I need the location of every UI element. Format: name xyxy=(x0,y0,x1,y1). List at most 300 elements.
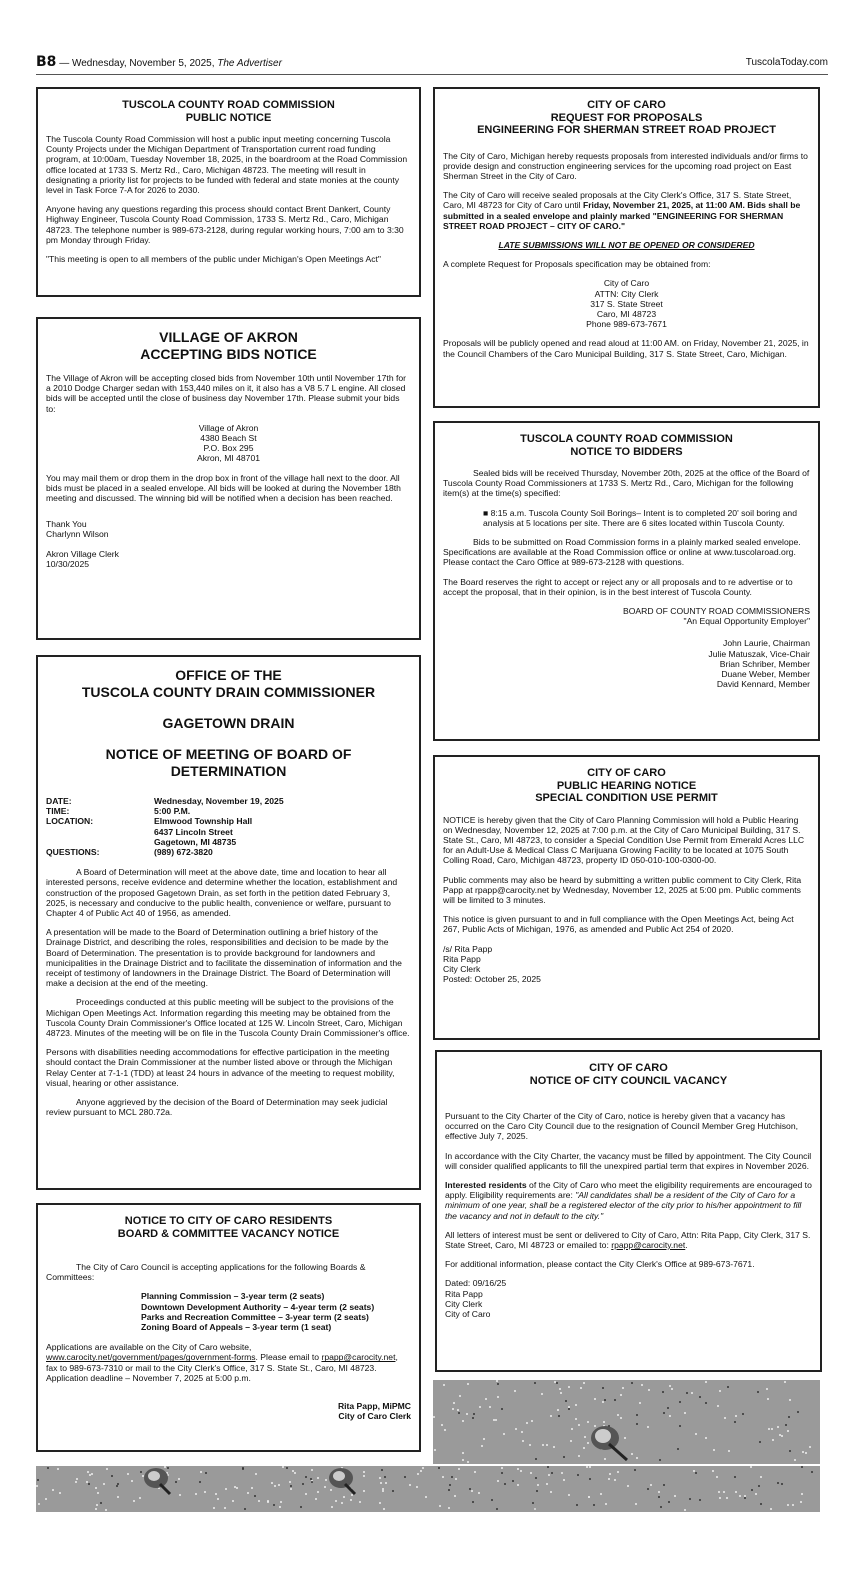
notice-paragraph: A presentation will be made to the Board of Determination outlining a brief history of the Drainage District, and describing the roles, responsibilities and decision to be made by the Board of Determination. The presentation is to provide background for landowners and municipalities in the Drainage District and to facilitate the dissemination of information and the receipt of testimony of landowners in the Drainage District. The Board of Determination will make a decision at the end of the meeting. xyxy=(46,927,402,989)
speckle xyxy=(622,1387,624,1389)
speckle xyxy=(471,1490,473,1492)
speckle xyxy=(755,1493,757,1495)
speckle xyxy=(713,1449,715,1451)
speckle xyxy=(811,1471,813,1473)
speckle xyxy=(495,1419,497,1421)
speckle xyxy=(199,1481,201,1483)
speckle xyxy=(483,1438,485,1440)
notice-title: CITY OF CARO PUBLIC HEARING NOTICE SPECIAL CONDITION USE PERMIT xyxy=(535,767,718,804)
speckle xyxy=(600,1493,602,1495)
speckle xyxy=(454,1495,456,1497)
speckle xyxy=(553,1446,555,1448)
speckle xyxy=(604,1399,606,1401)
drain-commissioner-notice xyxy=(36,655,421,1190)
speckle xyxy=(535,1477,537,1479)
notice-paragraph: You may mail them or drop them in the drop box in front of the village hall next to the door. All bids must be placed in a sealed envelope. All bids will be looked at during the November 18th meeting and discussed. The winning bid will be notified when a decision has been reached. xyxy=(46,472,401,504)
speckle xyxy=(380,1482,382,1484)
speckle xyxy=(417,1473,419,1475)
speckle xyxy=(497,1396,499,1398)
notice-paragraph: Sealed bids will be received Thursday, November 20th, 2025 at the office of the Board of Tuscola County Road Commissioners at 1733 S. Mertz Rd., Caro, Michigan for the following item(s) at the time(s) specified: xyxy=(443,468,810,499)
speckle xyxy=(282,1466,284,1468)
speckle xyxy=(750,1466,752,1468)
header-paper: The Advertiser xyxy=(217,58,282,69)
road-commission-public-notice xyxy=(36,87,421,297)
speckle xyxy=(602,1401,604,1403)
speckle xyxy=(617,1414,619,1416)
speckle xyxy=(636,1457,638,1459)
speckle xyxy=(278,1484,280,1486)
speckle xyxy=(792,1504,794,1506)
speckle xyxy=(501,1467,503,1469)
speckle xyxy=(305,1476,307,1478)
speckle xyxy=(530,1472,532,1474)
speckle xyxy=(768,1428,770,1430)
speckle xyxy=(727,1386,729,1388)
header-dateline xyxy=(36,54,282,70)
speckle xyxy=(251,1487,253,1489)
speckle xyxy=(609,1473,611,1475)
speckle xyxy=(95,1508,97,1510)
notice-paragraph: Anyone aggrieved by the decision of the Board of Determination may seek judicial review pursuant to MCL 280.72a. xyxy=(46,1097,388,1118)
speckle xyxy=(449,1484,451,1486)
speckle xyxy=(735,1491,737,1493)
speckle xyxy=(485,1398,487,1400)
notice-paragraph: NOTICE is hereby given that the City of Caro Planning Commission will hold a Public Hearing on Wednesday, November 12, 2025 at 7:00 p.m. at the City of Caro Municipal Building, 317 S. State St., Caro, MI 48723, to consider a Special Condition Use Permit from Emerald Acres LLC for an Adult-Use & Medical Class C Marijuana Growing Facility to be located at 1075 South Colling Road, Caro, Michigan 48723, property ID 050-010-100-0300-00. xyxy=(443,814,805,866)
speckle xyxy=(663,1412,665,1414)
speckle xyxy=(647,1426,649,1428)
speckle xyxy=(797,1411,799,1413)
signature-block: Akron Village Clerk 10/30/2025 xyxy=(46,548,119,569)
speckle xyxy=(563,1479,565,1481)
speckle xyxy=(580,1387,582,1389)
speckle xyxy=(97,1492,99,1494)
speckle xyxy=(576,1504,578,1506)
speckle xyxy=(667,1407,669,1409)
notice-paragraph: "This meeting is open to all members of the public under Michigan's Open Meetings Act" xyxy=(46,254,381,265)
speckle xyxy=(735,1415,737,1417)
speckle xyxy=(705,1437,707,1439)
speckle xyxy=(541,1393,543,1395)
speckle xyxy=(560,1392,562,1394)
speckle xyxy=(59,1492,61,1494)
speckle xyxy=(805,1452,807,1454)
speckle xyxy=(317,1477,319,1479)
speckle xyxy=(311,1469,313,1471)
speckle xyxy=(547,1466,549,1468)
notice-paragraph: The City of Caro Council is accepting applications for the following Boards & Committees: xyxy=(46,1262,366,1283)
thumbtack-icon xyxy=(321,1466,361,1496)
speckle xyxy=(686,1392,688,1394)
speckle xyxy=(717,1405,719,1407)
speckle xyxy=(317,1491,319,1493)
speckle xyxy=(679,1401,681,1403)
speckle xyxy=(242,1467,244,1469)
speckle xyxy=(462,1420,464,1422)
filler-artwork-bottom xyxy=(36,1466,820,1512)
speckle xyxy=(568,1386,570,1388)
speckle xyxy=(660,1506,662,1508)
speckle xyxy=(95,1487,97,1489)
speckle xyxy=(800,1501,802,1503)
late-submissions: LATE SUBMISSIONS WILL NOT BE OPENED OR CONSIDERED xyxy=(498,239,755,250)
speckle xyxy=(648,1389,650,1391)
speckle xyxy=(550,1491,552,1493)
speckle xyxy=(557,1409,559,1411)
speckle xyxy=(433,1416,435,1418)
speckle xyxy=(474,1471,476,1473)
speckle xyxy=(726,1497,728,1499)
speckle xyxy=(563,1456,565,1458)
speckle xyxy=(501,1472,503,1474)
speckle xyxy=(602,1387,604,1389)
speckle xyxy=(363,1471,365,1473)
speckle xyxy=(200,1471,202,1473)
speckle xyxy=(758,1485,760,1487)
speckle xyxy=(103,1483,105,1485)
speckle xyxy=(777,1426,779,1428)
speckle xyxy=(809,1446,811,1448)
speckle xyxy=(87,1471,89,1473)
speckle xyxy=(716,1476,718,1478)
speckle xyxy=(588,1496,590,1498)
speckle xyxy=(466,1413,468,1415)
speckle xyxy=(451,1476,453,1478)
speckle xyxy=(550,1415,552,1417)
speckle xyxy=(497,1480,499,1482)
speckle xyxy=(232,1500,234,1502)
speckle xyxy=(620,1394,622,1396)
speckle xyxy=(526,1422,528,1424)
speckle xyxy=(215,1493,217,1495)
speckle xyxy=(542,1444,544,1446)
speckle xyxy=(379,1477,381,1479)
thumbtack-icon xyxy=(583,1418,633,1464)
speckle xyxy=(467,1383,469,1385)
speckle xyxy=(558,1415,560,1417)
speckle xyxy=(760,1503,762,1505)
notice-paragraph: All letters of interest must be sent or delivered to City of Caro, Attn: Rita Papp, City Clerk, 317 S. State Street, Caro, MI 48723 or emailed to: rpapp@carocity.net. xyxy=(445,1229,811,1251)
speckle xyxy=(551,1472,553,1474)
speckle xyxy=(546,1444,548,1446)
speckle xyxy=(532,1502,534,1504)
page-header xyxy=(36,54,828,75)
speckle xyxy=(294,1472,296,1474)
speckle xyxy=(422,1467,424,1469)
speckle xyxy=(280,1501,282,1503)
speckle xyxy=(583,1382,585,1384)
speckle xyxy=(679,1425,681,1427)
speckle xyxy=(636,1423,638,1425)
speckle xyxy=(759,1441,761,1443)
speckle xyxy=(684,1412,686,1414)
notice-paragraph: For additional information, please contact the City Clerk's Office at 989-673-7671. xyxy=(445,1259,755,1270)
mailing-address: Village of Akron 4380 Beach St P.O. Box 295 Akron, MI 48701 xyxy=(196,422,261,464)
speckle xyxy=(472,1417,474,1419)
speckle xyxy=(247,1492,249,1494)
speckle xyxy=(457,1409,459,1411)
speckle xyxy=(522,1440,524,1442)
notice-paragraph: The Tuscola County Road Commission will host a public input meeting concerning Tuscola County Projects under the Michigan Department of Transportation current road funding program, at 10:00am, Tuesday November 18, 2025, in the boardroom at the Road Commission office located at 1733 S. Mertz Rd., Caro, Michigan 48723. The meeting will result in designating a priority list for projects to be funded with federal and state monies at the county level in Task Force 7-A for 2026 to 2030. xyxy=(46,134,408,196)
speckle xyxy=(496,1380,498,1382)
speckle xyxy=(404,1476,406,1478)
email-link[interactable]: rpapp@carocity.net xyxy=(611,1240,686,1251)
notice-to-bidders xyxy=(433,421,820,741)
speckle xyxy=(383,1508,385,1510)
speckle xyxy=(38,1503,40,1505)
speckle xyxy=(559,1388,561,1390)
speckle xyxy=(719,1497,721,1499)
speckle xyxy=(561,1472,563,1474)
signature-block: Rita Papp, MiPMC City of Caro Clerk xyxy=(337,1401,411,1422)
speckle xyxy=(577,1474,579,1476)
speckle xyxy=(96,1504,98,1506)
forms-link[interactable]: www.carocity.net/government/pages/government-forms xyxy=(46,1352,256,1363)
speckle xyxy=(724,1417,726,1419)
speckle xyxy=(514,1390,516,1392)
speckle xyxy=(225,1488,227,1490)
speckle xyxy=(89,1474,91,1476)
speckle xyxy=(801,1466,803,1468)
speckle xyxy=(462,1452,464,1454)
speckle xyxy=(556,1382,558,1384)
speckle xyxy=(178,1478,180,1480)
speckle xyxy=(258,1500,260,1502)
speckle xyxy=(531,1420,533,1422)
speckle xyxy=(802,1451,804,1453)
speckle xyxy=(760,1476,762,1478)
header-date: — Wednesday, November 5, 2025, xyxy=(59,58,215,69)
speckle xyxy=(392,1490,394,1492)
speckle xyxy=(86,1481,88,1483)
speckle xyxy=(705,1381,707,1383)
speckle xyxy=(289,1481,291,1483)
notice-paragraph: Applications are available on the City of Caro website, www.carocity.net/government/pages/government-forms. Please email to rpapp@carocity.net, fax to 989-673-7310 or mail to the City Clerk's Office, 317 S. State St., Caro, MI 48723. Application deadline – November 7, 2025 at 5:00 p.m. xyxy=(46,1342,398,1383)
speckle xyxy=(631,1382,633,1384)
speckle xyxy=(311,1481,313,1483)
speckle xyxy=(639,1402,641,1404)
speckle xyxy=(512,1480,514,1482)
speckle xyxy=(757,1391,759,1393)
speckle xyxy=(712,1470,714,1472)
speckle xyxy=(409,1484,411,1486)
speckle xyxy=(76,1478,78,1480)
speckle xyxy=(723,1491,725,1493)
speckle xyxy=(705,1402,707,1404)
boards-list: Planning Commission – 3-year term (2 seats) Downtown Development Authority – 4-year term (2 seats) Parks and Recreation Committee – 3-year term (2 seats) Zoning Board of Appeals – 3-year term (1 seat) xyxy=(141,1291,375,1333)
thank-you: Thank You Charlynn Wilson xyxy=(46,519,109,540)
speckle xyxy=(785,1424,787,1426)
speckle xyxy=(779,1434,781,1436)
speckle xyxy=(224,1507,226,1509)
speckle xyxy=(788,1416,790,1418)
notice-paragraph: Proposals will be publicly opened and read aloud at 11:00 AM. on Friday, November 21, 2025, in the Council Chambers of the Caro Municipal Building, 317 S. State Street, Caro, Michigan. xyxy=(443,338,809,359)
speckle xyxy=(273,1504,275,1506)
speckle xyxy=(787,1504,789,1506)
speckle xyxy=(641,1384,643,1386)
speckle xyxy=(290,1488,292,1490)
speckle xyxy=(45,1498,47,1500)
speckle xyxy=(379,1502,381,1504)
speckle xyxy=(636,1414,638,1416)
speckle xyxy=(669,1385,671,1387)
speckle xyxy=(772,1439,774,1441)
speckle xyxy=(677,1448,679,1450)
speckle xyxy=(452,1408,454,1410)
speckle xyxy=(305,1493,307,1495)
speckle xyxy=(448,1507,450,1509)
speckle xyxy=(478,1492,480,1494)
speckle xyxy=(236,1487,238,1489)
notice-paragraph: The Village of Akron will be accepting closed bids from November 10th until November 17th for a 2010 Dodge Charger sedan with 153,440 miles on it, it also has a V8 5.7 L engine. All closed bids will be accepted until the close of business day November 17th. Please submit your bids to: xyxy=(46,373,407,414)
speckle xyxy=(302,1483,304,1485)
speckle xyxy=(770,1508,772,1510)
notice-paragraph: A Board of Determination will meet at the above date, time and location to hear all interested persons, receive evidence and determine whether the location, establishment and construction of the proposed Gagetown Drain, as set forth in the petition dated February 3, 2025, is necessary and conducive to the public health, convenience or welfare, pursuant to Chapter 4 of Public Act 40 of 1956, as amended. xyxy=(46,867,398,919)
signature-block: Dated: 09/16/25 Rita Papp City Clerk City of Caro xyxy=(445,1278,507,1320)
speckle xyxy=(100,1502,102,1504)
speckle xyxy=(699,1499,701,1501)
speckle xyxy=(658,1491,660,1493)
speckle xyxy=(663,1484,665,1486)
page-number: B8 xyxy=(36,54,57,70)
speckle xyxy=(571,1428,573,1430)
speckle xyxy=(117,1483,119,1485)
speckle xyxy=(647,1488,649,1490)
speckle xyxy=(363,1475,365,1477)
speckle xyxy=(605,1503,607,1505)
speckle xyxy=(254,1495,256,1497)
speckle xyxy=(385,1482,387,1484)
speckle xyxy=(691,1392,693,1394)
speckle xyxy=(106,1468,108,1470)
notice-paragraph: A complete Request for Proposals specification may be obtained from: xyxy=(443,259,711,270)
speckle xyxy=(719,1390,721,1392)
notice-title: CITY OF CARO REQUEST FOR PROPOSALS ENGINEERING FOR SHERMAN STREET ROAD PROJECT xyxy=(477,99,776,136)
speckle xyxy=(458,1468,460,1470)
speckle xyxy=(453,1402,455,1404)
speckle xyxy=(589,1478,591,1480)
speckle xyxy=(781,1483,783,1485)
speckle xyxy=(455,1478,457,1480)
speckle xyxy=(139,1497,141,1499)
header-site: TuscolaToday.com xyxy=(745,57,828,68)
speckle xyxy=(479,1406,481,1408)
speckle xyxy=(751,1489,753,1491)
email-link[interactable]: rpapp@carocity.net xyxy=(321,1352,396,1363)
speckle xyxy=(787,1430,789,1432)
notice-paragraph: Anyone having any questions regarding this process should contact Brent Dankert, County Highway Engineer, Tuscola County Road Commission, 1733 S. Mertz Rd., Caro, Michigan 48723. The telephone number is 989-673-2128, during regular working hours, 7:00 am to 3:30 pm Monday through Friday. xyxy=(46,204,404,245)
speckle xyxy=(496,1508,498,1510)
speckle xyxy=(695,1472,697,1474)
speckle xyxy=(669,1415,671,1417)
speckle xyxy=(689,1498,691,1500)
speckle xyxy=(789,1450,791,1452)
speckle xyxy=(179,1494,181,1496)
speckle xyxy=(777,1482,779,1484)
board-name: BOARD OF COUNTY ROAD COMMISSIONERS "An Equal Opportunity Employer" xyxy=(622,606,810,627)
notice-paragraph: Bids to be submitted on Road Commission forms in a plainly marked sealed envelope. Specifications are available at the Road Commission office or online at www.tuscolaroad.org. Please contact the Caro Office at 989-673-2128 with questions. xyxy=(443,537,801,568)
speckle xyxy=(771,1428,773,1430)
speckle xyxy=(382,1488,384,1490)
speckle xyxy=(131,1480,133,1482)
speckle xyxy=(489,1406,491,1408)
speckle xyxy=(441,1424,443,1426)
speckle xyxy=(315,1498,317,1500)
speckle xyxy=(671,1388,673,1390)
speckle xyxy=(739,1495,741,1497)
speckle xyxy=(617,1471,619,1473)
speckle xyxy=(504,1483,506,1485)
speckle xyxy=(517,1468,519,1470)
speckle xyxy=(565,1400,567,1402)
speckle xyxy=(91,1473,93,1475)
speckle xyxy=(614,1479,616,1481)
speckle xyxy=(684,1509,686,1511)
speckle xyxy=(359,1501,361,1503)
speckle xyxy=(335,1500,337,1502)
speckle xyxy=(434,1449,436,1451)
speckle xyxy=(217,1498,219,1500)
speckle xyxy=(279,1506,281,1508)
speckle xyxy=(481,1445,483,1447)
speckle xyxy=(521,1431,523,1433)
speckle xyxy=(300,1506,302,1508)
speckle xyxy=(133,1500,135,1502)
speckle xyxy=(674,1495,676,1497)
speckle xyxy=(37,1479,39,1481)
speckle xyxy=(444,1429,446,1431)
speckle xyxy=(290,1485,292,1487)
speckle xyxy=(267,1500,269,1502)
speckle xyxy=(734,1421,736,1423)
speckle xyxy=(116,1485,118,1487)
speckle xyxy=(501,1408,503,1410)
notice-paragraph: Public comments may also be heard by submitting a written public comment to City Clerk, Rita Papp at rpapp@carocity.net by Wednesday, November 12, 2025 at 5:00 pm. Public comments will be limited to 3 minutes. xyxy=(443,874,802,905)
caro-rfp-notice xyxy=(433,87,820,408)
speckle xyxy=(341,1502,343,1504)
speckle xyxy=(381,1469,383,1471)
speckle xyxy=(271,1482,273,1484)
speckle xyxy=(718,1491,720,1493)
speckle xyxy=(57,1468,59,1470)
speckle xyxy=(546,1483,548,1485)
speckle xyxy=(608,1478,610,1480)
speckle xyxy=(36,1485,38,1487)
speckle xyxy=(443,1384,445,1386)
notice-title: OFFICE OF THE TUSCOLA COUNTY DRAIN COMMISSIONER xyxy=(81,667,376,700)
notice-title: TUSCOLA COUNTY ROAD COMMISSION NOTICE TO BIDDERS xyxy=(520,433,733,458)
speckle xyxy=(343,1496,345,1498)
speckle xyxy=(213,1507,215,1509)
speckle xyxy=(442,1476,444,1478)
speckle xyxy=(659,1459,661,1461)
speckle xyxy=(614,1399,616,1401)
speckle xyxy=(534,1508,536,1510)
speckle xyxy=(668,1501,670,1503)
speckle xyxy=(425,1496,427,1498)
notice-title: CITY OF CARO NOTICE OF CITY COUNCIL VACANCY xyxy=(529,1062,728,1087)
speckle xyxy=(662,1391,664,1393)
notice-paragraph: The Board reserves the right to accept or reject any or all proposals and to re advertise or to accept the proposal, that in their opinion, is in the best interest of Tuscola County. xyxy=(443,576,793,597)
speckle xyxy=(363,1490,365,1492)
speckle xyxy=(767,1398,769,1400)
speckle xyxy=(554,1381,556,1383)
speckle xyxy=(274,1485,276,1487)
board-vacancy-notice xyxy=(36,1203,421,1452)
speckle xyxy=(575,1418,577,1420)
speckle xyxy=(635,1503,637,1505)
speckle xyxy=(695,1433,697,1435)
notice-paragraph: This notice is given pursuant to and in full compliance with the Open Meetings Act, being Act 267, Public Acts of Michigan, 1976, as amended and Public Act 254 of 2020. xyxy=(443,914,794,935)
